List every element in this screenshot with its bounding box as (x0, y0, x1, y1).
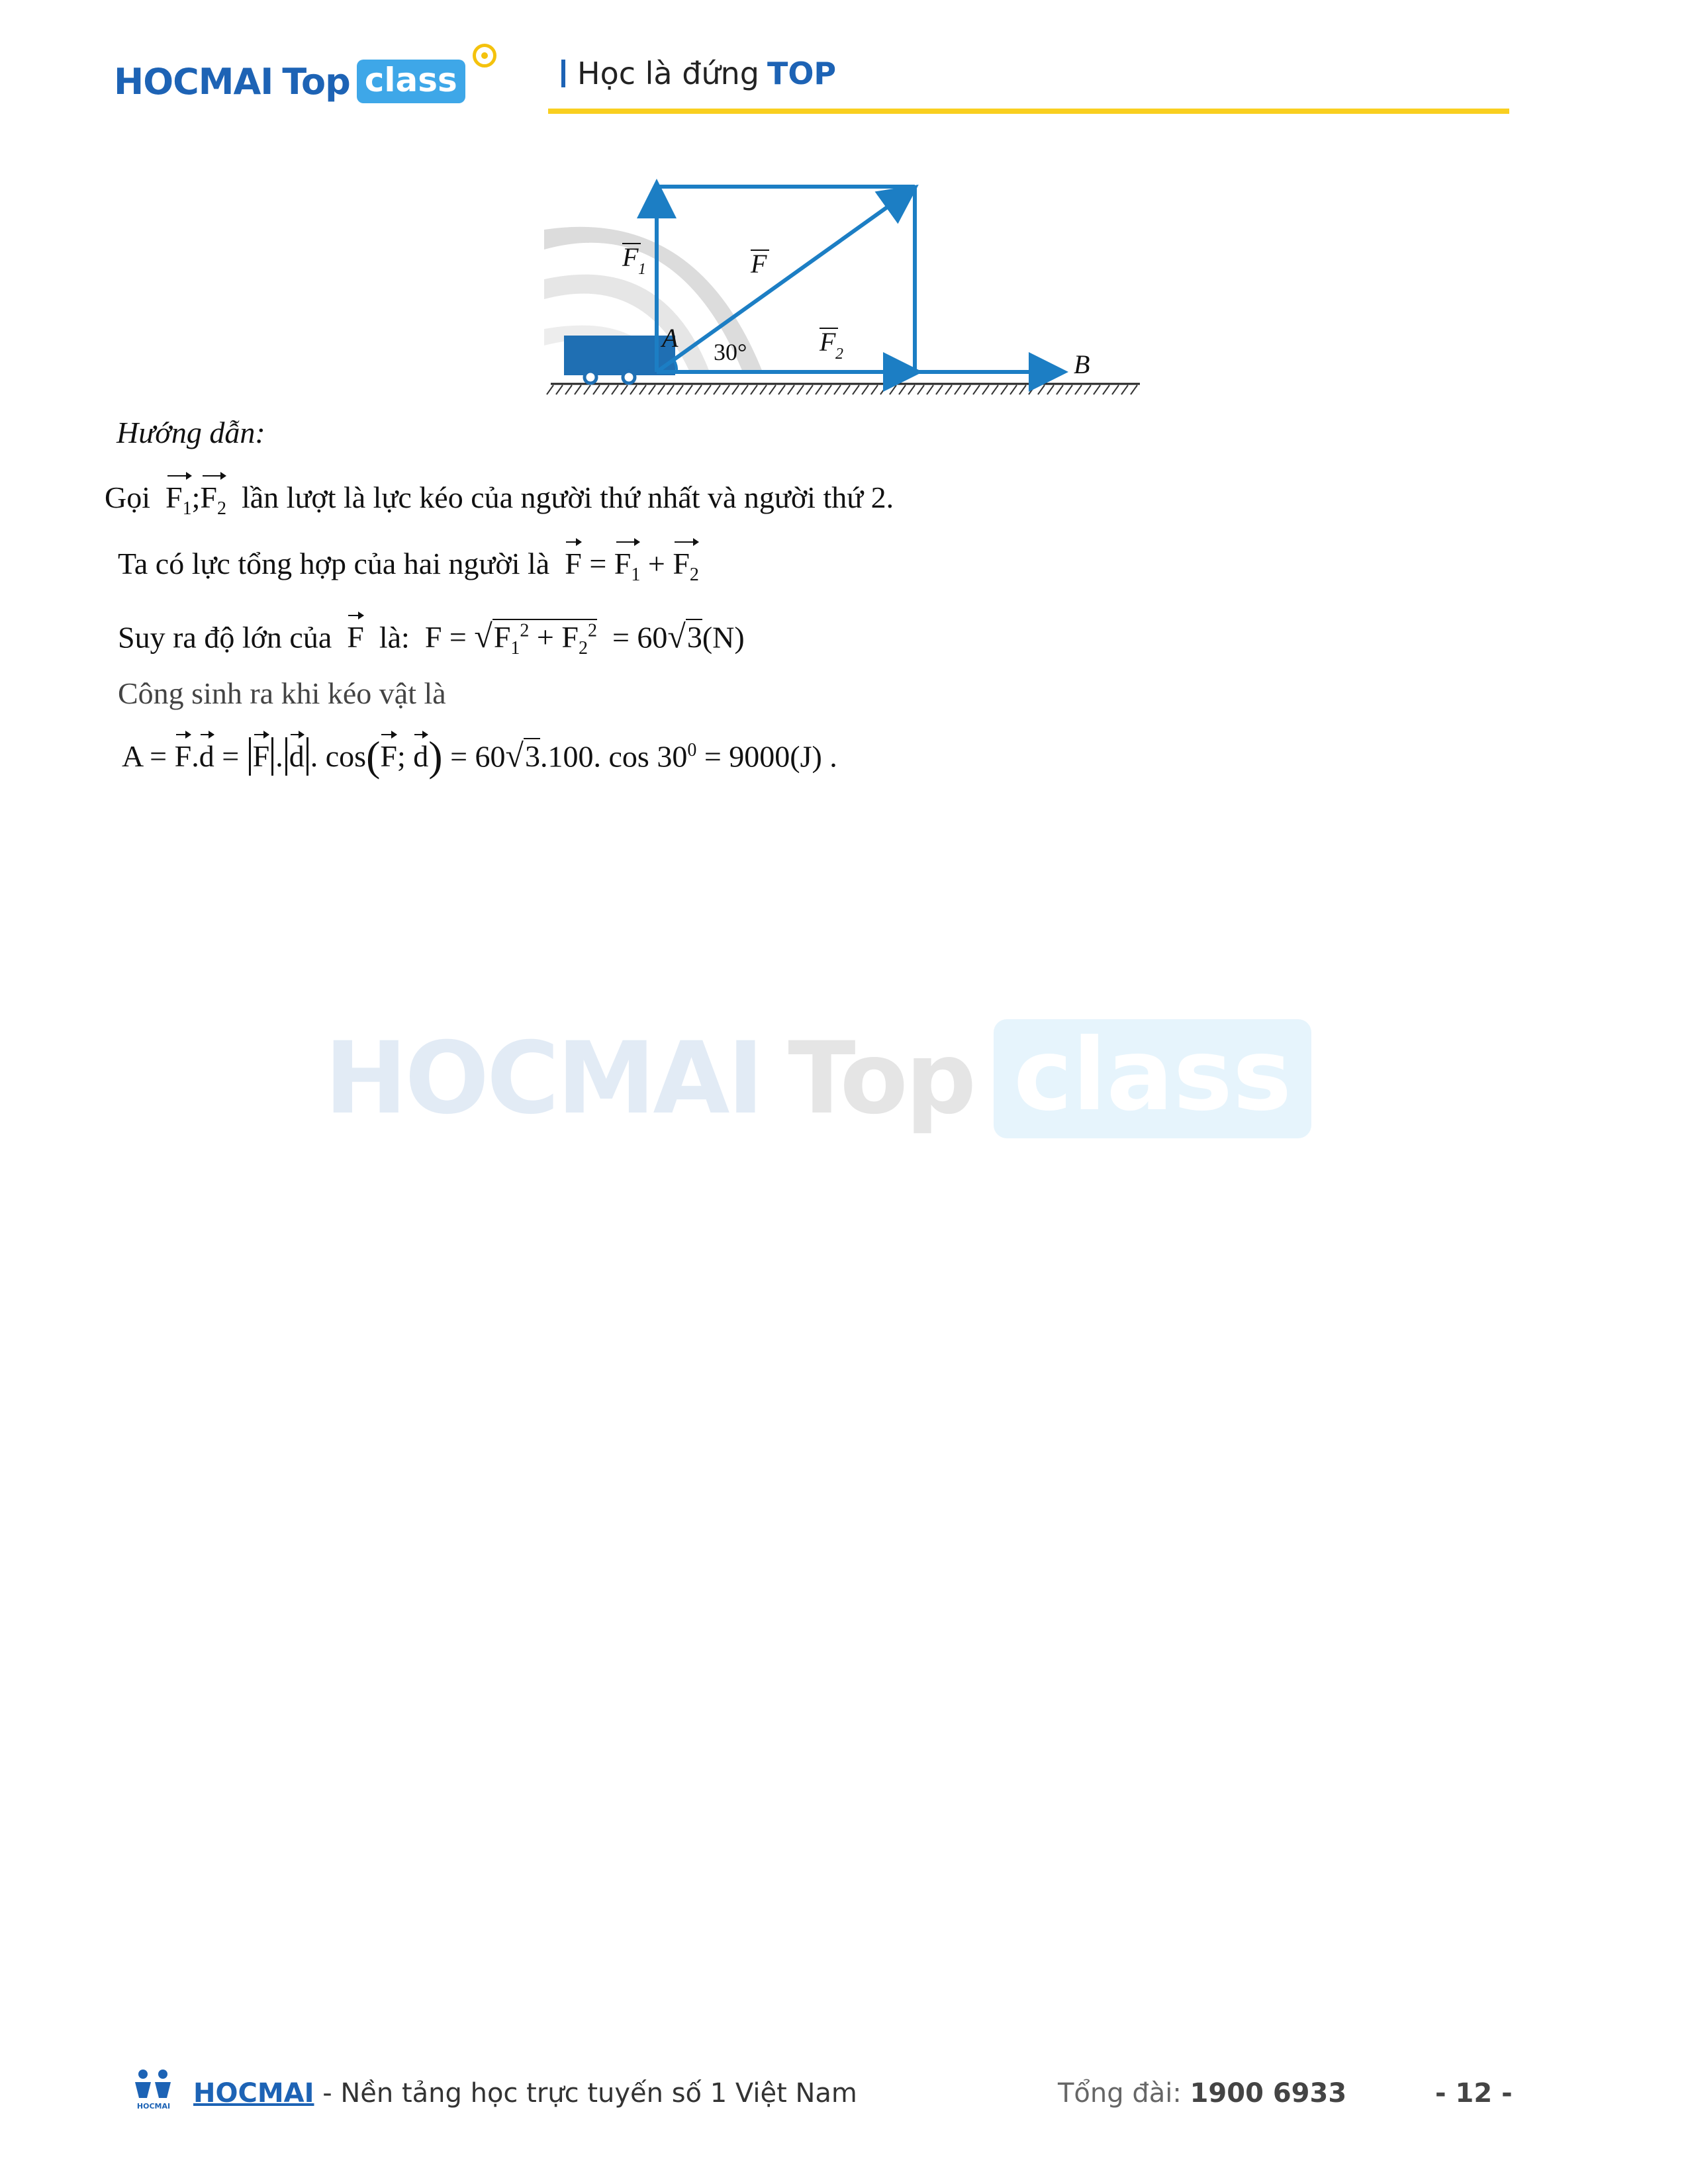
ground-hatching (547, 385, 1137, 394)
label-f1: F (622, 242, 639, 272)
footer-hotline (1058, 2078, 1346, 2109)
math-magnitude: $F = √F_1^2 + F_2^2$ (417, 617, 597, 659)
line5-rest: .100. cos 30 (540, 739, 688, 774)
math-f1-f2: $F_1;F_2$ (158, 480, 234, 514)
line3-root: 3 (686, 620, 702, 655)
hotline-label: Tổng đài: (1058, 2078, 1182, 2109)
tagline-divider (561, 60, 565, 87)
label-angle: 30° (714, 339, 747, 365)
solution-line-2 (118, 544, 699, 595)
solution-line-4: Công sinh ra khi kéo vật là (118, 676, 446, 710)
label-a: A (662, 323, 679, 353)
watermark-class: class (994, 1019, 1311, 1138)
math-resultant: $F = F_1 + F_2$ (557, 547, 699, 580)
logo-star-icon (473, 44, 496, 68)
page-number: - 12 - (1435, 2078, 1513, 2109)
solution-line-5: A = F.d = F . d . cos(F; d) = 60√3.100. $\cos 30^0 = 9000(J)$ . (122, 733, 837, 780)
watermark-logo (324, 1019, 1311, 1138)
logo-top-text: Top (282, 60, 350, 103)
line1-suffix: lần lượt là lực kéo của người thứ nhất và người thứ 2. (241, 480, 894, 514)
line2-prefix: Ta có lực tổng hợp của hai người là (118, 547, 550, 580)
hocmai-footer-icon (130, 2068, 177, 2111)
line1-prefix: Gọi (105, 480, 150, 514)
label-f1-sub: 1 (638, 261, 646, 278)
header-rule (548, 109, 1509, 114)
footer-slogan-text: - Nền tảng học trực tuyến số 1 Việt Nam (314, 2078, 857, 2109)
label-f: F (751, 249, 767, 279)
force-diagram (544, 173, 1153, 412)
logo-hocmai-text: HOCMAI (114, 60, 273, 103)
footer-slogan (193, 2078, 857, 2109)
line3-result: = 60 (612, 620, 668, 655)
watermark-hocmai: HOCMAI (324, 1021, 762, 1136)
solution-heading: Hướng dẫn: (117, 416, 265, 449)
logo-class-badge: class (357, 60, 465, 103)
label-b: B (1074, 349, 1090, 379)
line3-prefix: Suy ra độ lớn của (118, 620, 332, 655)
math-work: A = F.d = F . d . cos(F; d) (122, 733, 443, 780)
solution-line-3: Suy ra độ lớn của F là: $F = √F_1^2 + F_2^2 = 60√3(N)$ (118, 617, 745, 659)
header-tagline (561, 56, 836, 91)
line5-tail: = 60 (450, 739, 506, 774)
solution-line-1 (105, 478, 894, 529)
cart-wheel (623, 371, 635, 383)
label-f2: F (820, 327, 836, 357)
hocmai-topclass-logo (114, 52, 465, 111)
line5-root: 3 (525, 739, 540, 774)
line5-degree: 0 (687, 740, 697, 760)
tagline-text: Học là đứng (577, 56, 759, 91)
label-f2-sub: 2 (835, 345, 843, 363)
hotline-number: 1900 6933 (1190, 2078, 1347, 2109)
line5-end: = 9000(J) . (704, 739, 837, 774)
watermark-top: Top (788, 1021, 974, 1136)
line3-unit: (N) (702, 620, 745, 655)
footer-brand-link[interactable]: HOCMAI (193, 2078, 314, 2109)
svg-text:HOCMAI: HOCMAI (136, 2102, 171, 2111)
tagline-top: TOP (767, 56, 837, 91)
cart-wheel (585, 371, 596, 383)
line3-mid: là: (379, 620, 410, 655)
